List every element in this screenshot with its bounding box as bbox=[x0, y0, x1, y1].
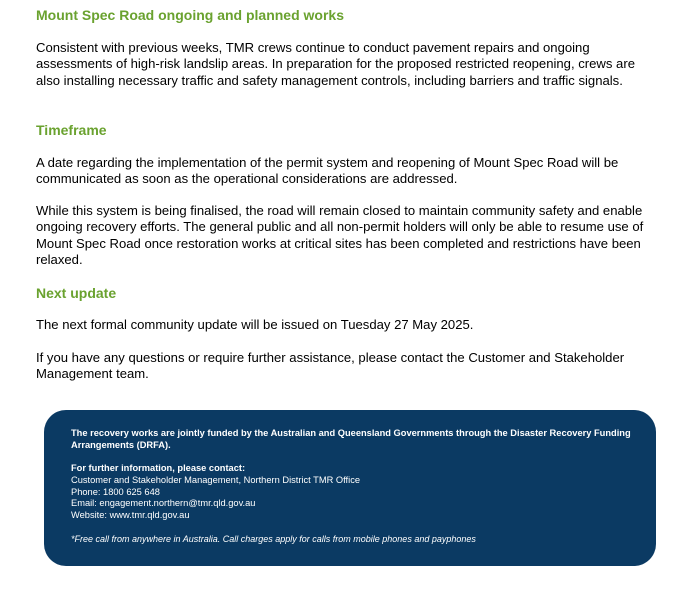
section-heading-ongoing-works: Mount Spec Road ongoing and planned works bbox=[36, 7, 344, 23]
paragraph-ongoing-works: Consistent with previous weeks, TMR crews continue to conduct pavement repairs and ongoing assessments of high-risk landslip areas. In preparation for the proposed restricted reopening, crews are also installing necessary traffic and safety management controls, including barriers and traffic signals. bbox=[36, 40, 635, 88]
paragraph-contact-request: If you have any questions or require further assistance, please contact the Customer and Stakeholder Management team. bbox=[36, 350, 625, 382]
contact-details bbox=[71, 475, 360, 522]
contact-phone[interactable]: Phone: 1800 625 648 bbox=[71, 486, 160, 497]
paragraph-next-update-date: The next formal community update will be issued on Tuesday 27 May 2025. bbox=[36, 317, 474, 332]
paragraph-timeframe-date: A date regarding the implementation of the permit system and reopening of Mount Spec Road will be communicated as soon as the operational considerations are addressed. bbox=[36, 155, 619, 187]
paragraph-timeframe-closure: While this system is being finalised, the road will remain closed to maintain community safety and enable ongoing recovery efforts. The general public and all non-permit holders will only be able to resume use of Mount Spec Road once restoration works at critical sites has been completed and restrictions have been relaxed. bbox=[36, 203, 644, 267]
info-footer-box bbox=[44, 410, 656, 566]
contact-office: Customer and Stakeholder Management, Northern District TMR Office bbox=[71, 475, 361, 485]
section-heading-next-update: Next update bbox=[36, 285, 117, 301]
contact-website-link[interactable]: Website: www.tmr.qld.gov.au bbox=[71, 510, 190, 521]
contact-heading: For further information, please contact: bbox=[71, 463, 246, 473]
contact-email-link[interactable]: Email: engagement.northern@tmr.qld.gov.au bbox=[71, 498, 256, 509]
call-charges-disclaimer: *Free call from anywhere in Australia. Call charges apply for calls from mobile phones and payphones bbox=[71, 534, 476, 544]
funding-statement: The recovery works are jointly funded by the Australian and Queensland Governments through the Disaster Recovery Funding Arrangements (DRFA). bbox=[71, 428, 631, 450]
section-heading-timeframe: Timeframe bbox=[36, 122, 107, 138]
